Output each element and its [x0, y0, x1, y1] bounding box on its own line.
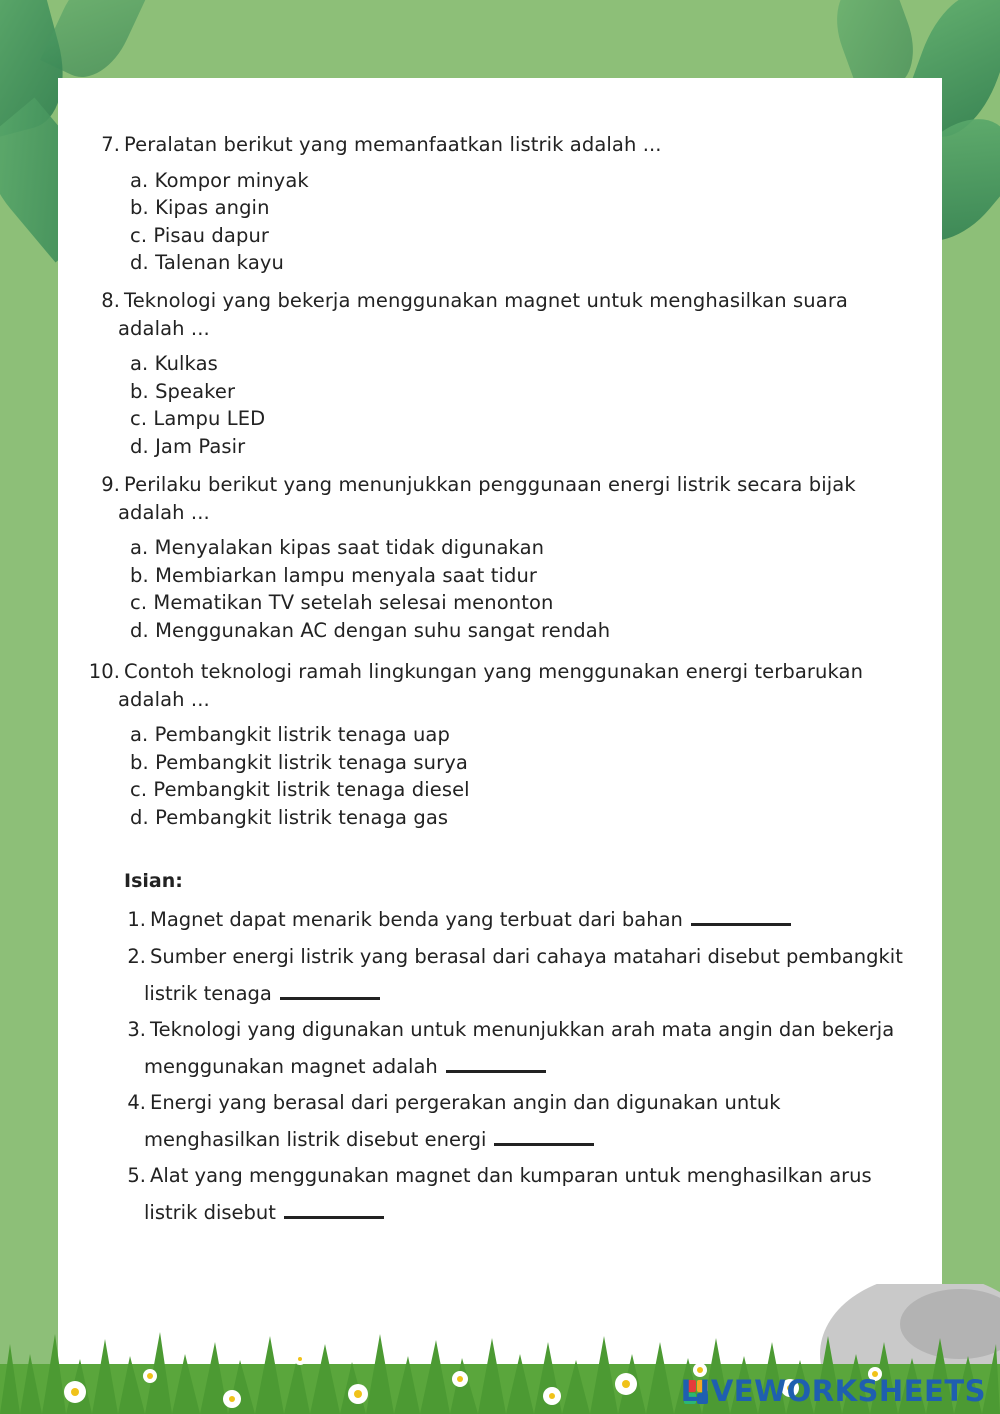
- question-stem-cont: adalah ...: [118, 316, 210, 340]
- fill-text-cont: listrik disebut: [144, 1201, 276, 1224]
- fill-number: 4.: [127, 1091, 146, 1114]
- fill-text: Alat yang menggunakan magnet dan kumparan untuk menghasilkan arus: [150, 1164, 872, 1187]
- question-number: 7.: [101, 133, 120, 156]
- question-stem-cont: adalah ...: [118, 687, 210, 711]
- question-7: [88, 131, 662, 277]
- question-stem: Contoh teknologi ramah lingkungan yang menggunakan energi terbarukan: [124, 660, 864, 683]
- answer-blank[interactable]: [280, 978, 380, 1000]
- option-list: [130, 721, 863, 831]
- question-10: [88, 658, 863, 832]
- option-a[interactable]: a. Menyalakan kipas saat tidak digunakan: [130, 536, 545, 560]
- option-c[interactable]: c. Mematikan TV setelah selesai menonton: [130, 591, 554, 615]
- question-stem: Perilaku berikut yang menunjukkan penggunaan energi listrik secara bijak: [124, 473, 856, 496]
- option-d[interactable]: d. Pembangkit listrik tenaga gas: [130, 805, 449, 829]
- answer-blank[interactable]: [691, 904, 791, 926]
- fill-item-2: [124, 938, 903, 1012]
- answer-blank[interactable]: [446, 1051, 546, 1073]
- fill-item-4: [124, 1084, 781, 1158]
- fill-item-5: [124, 1157, 872, 1231]
- fill-item-3: [124, 1011, 894, 1085]
- option-a[interactable]: a. Kompor minyak: [130, 168, 309, 192]
- option-d[interactable]: d. Talenan kayu: [130, 251, 284, 275]
- isian-heading: Isian:: [124, 870, 183, 892]
- answer-blank[interactable]: [284, 1197, 384, 1219]
- fill-text: Magnet dapat menarik benda yang terbuat dari bahan: [150, 908, 683, 931]
- question-stem: Teknologi yang bekerja menggunakan magnet untuk menghasilkan suara: [124, 289, 848, 312]
- question-9: [88, 471, 856, 645]
- liveworksheets-watermark[interactable]: LIVEWORKSHEETS: [680, 1374, 986, 1408]
- fill-text-cont: menghasilkan listrik disebut energi: [144, 1128, 487, 1151]
- fill-number: 3.: [127, 1018, 146, 1041]
- fill-number: 5.: [127, 1164, 146, 1187]
- fill-number: 1.: [127, 908, 146, 931]
- option-list: [130, 534, 856, 644]
- option-d[interactable]: d. Menggunakan AC dengan suhu sangat rendah: [130, 618, 611, 642]
- option-c[interactable]: c. Lampu LED: [130, 407, 266, 431]
- question-number: 10.: [88, 660, 120, 683]
- fill-number: 2.: [127, 945, 146, 968]
- option-list: [130, 167, 662, 277]
- option-b[interactable]: b. Pembangkit listrik tenaga surya: [130, 750, 468, 774]
- fill-text: Teknologi yang digunakan untuk menunjukkan arah mata angin dan bekerja: [150, 1018, 895, 1041]
- option-c[interactable]: c. Pembangkit listrik tenaga diesel: [130, 778, 470, 802]
- question-number: 8.: [101, 289, 120, 312]
- question-8: [88, 287, 848, 461]
- option-b[interactable]: b. Kipas angin: [130, 196, 270, 220]
- question-stem-cont: adalah ...: [118, 500, 210, 524]
- answer-blank[interactable]: [494, 1124, 594, 1146]
- fill-text-cont: menggunakan magnet adalah: [144, 1055, 438, 1078]
- option-a[interactable]: a. Kulkas: [130, 352, 218, 376]
- option-c[interactable]: c. Pisau dapur: [130, 223, 270, 247]
- option-list: [130, 350, 848, 460]
- option-d[interactable]: d. Jam Pasir: [130, 434, 246, 458]
- fill-text: Sumber energi listrik yang berasal dari cahaya matahari disebut pembangkit: [150, 945, 903, 968]
- option-a[interactable]: a. Pembangkit listrik tenaga uap: [130, 723, 450, 747]
- fill-text: Energi yang berasal dari pergerakan angin dan digunakan untuk: [150, 1091, 781, 1114]
- fill-text-cont: listrik tenaga: [144, 982, 272, 1005]
- option-b[interactable]: b. Membiarkan lampu menyala saat tidur: [130, 563, 538, 587]
- question-stem: Peralatan berikut yang memanfaatkan listrik adalah ...: [124, 133, 662, 156]
- fill-item-1: [124, 901, 791, 938]
- option-b[interactable]: b. Speaker: [130, 379, 236, 403]
- question-number: 9.: [101, 473, 120, 496]
